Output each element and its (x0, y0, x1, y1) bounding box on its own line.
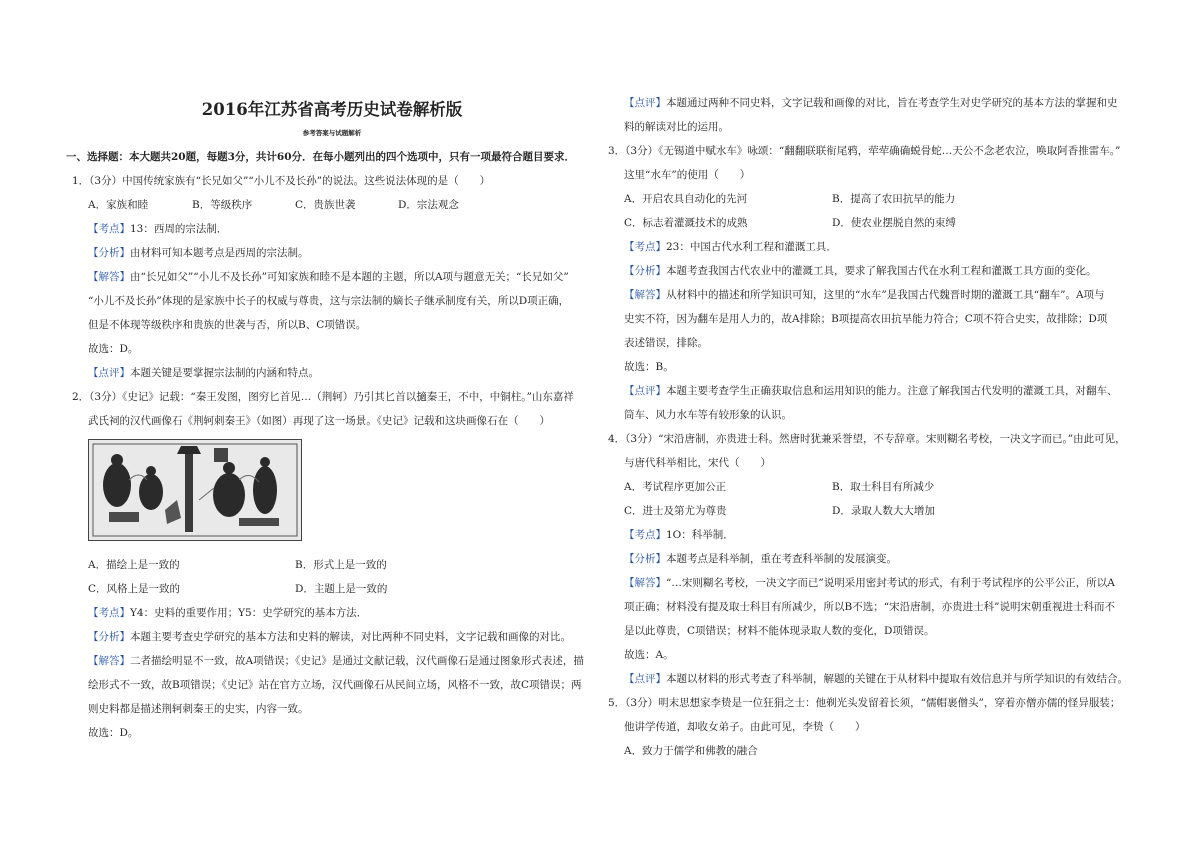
q5-stem: 5．（3分）明末思想家李贽是一位狂狷之士：他剃光头发留着长须，“儒帽裹僧头”，穿着亦僧亦儒的怪异服装； (608, 697, 1121, 709)
tag-kaodian: 【考点】 (88, 607, 130, 619)
q2-option-c: C．风格上是一致的 (88, 583, 181, 595)
q4-dianping: 【点评】本题以材料的形式考查了科举制，解题的关键在于从材料中提取有效信息并与所学知识的有效结合。 (624, 673, 1128, 685)
q1-stem: 1．（3分）中国传统家族有“长兄如父”“小儿不及长孙”的说法。这些说法体现的是（ ） (72, 175, 491, 187)
q2-dianping-line: 料的解读对比的运用。 (624, 121, 729, 133)
q3-fenxi: 【分析】本题考查我国古代农业中的灌溉工具，要求了解我国古代在水利工程和灌溉工具方面的变化。 (624, 265, 1097, 277)
q3-jieda-line: 史实不符，因为翻车是用人力的，故A排除；B项提高农田抗旱能力符合；C项不符合史实，故排除；D项 (624, 313, 1108, 325)
q4-stem-line: 与唐代科举相比，宋代（ ） (624, 457, 771, 469)
tag-jieda: 【解答】 (624, 577, 666, 589)
q3-dianping-line: 筒车、风力水车等有较形象的认识。 (624, 409, 792, 421)
page-title: 2016年江苏省高考历史试卷解析版 (201, 100, 463, 119)
q4-kaodian: 【考点】1O：科举制． (624, 529, 734, 541)
tag-kaodian: 【考点】 (624, 241, 666, 253)
q3-option-c: C．标志着灌溉技术的成熟 (624, 217, 748, 229)
q2-option-a: A．描绘上是一致的 (88, 559, 180, 571)
q1-fenxi: 【分析】由材料可知本题考点是西周的宗法制。 (88, 247, 309, 259)
q3-jieda: 【解答】从材料中的描述和所学知识可知，这里的“水车”是我国古代魏晋时期的灌溉工具“翻车”。A项与 (624, 289, 1105, 301)
q2-option-b: B．形式上是一致的 (295, 559, 387, 571)
q1-option-c: C．贵族世袭 (295, 199, 356, 211)
tag-dianping: 【点评】 (624, 385, 666, 397)
q2-stem-line: 武氏祠的汉代画像石《荆轲刺秦王》（如图）再现了这一场景。《史记》记载和这块画像石在（ ） (88, 415, 550, 427)
q2-fenxi: 【分析】本题主要考查史学研究的基本方法和史料的解读，对比两种不同史料，文字记载和画像的对比。 (88, 631, 571, 643)
q1-option-b: B．等级秩序 (192, 199, 253, 211)
tag-jieda: 【解答】 (624, 289, 666, 301)
q3-dianping: 【点评】本题主要考查学生正确获取信息和运用知识的能力。注意了解我国古代发明的灌溉工具，对翻车、 (624, 385, 1118, 397)
q1-kaodian: 【考点】13：西周的宗法制． (88, 223, 228, 235)
q2-jieda-line: 绘形式不一致，故B项错误；《史记》站在官方立场，汉代画像石从民间立场，风格不一致，故C项错误；两 (88, 679, 582, 691)
q3-jieda-line: 表述错误，排除。 (624, 337, 708, 349)
q3-option-d: D．使农业摆脱自然的束缚 (832, 217, 956, 229)
q2-jieda: 【解答】二者描绘明显不一致，故A项错误；《史记》是通过文献记载，汉代画像石是通过图象形式表述，描 (88, 655, 584, 667)
q1-answer: 故选：D。 (88, 343, 139, 355)
tag-jieda: 【解答】 (88, 655, 130, 667)
q4-stem: 4．（3分）“宋沿唐制，亦贵进士科。然唐时犹兼采誉望，不专辞章。宋则糊名考校，一决文字而已。”由此可见， (608, 433, 1126, 445)
q4-option-a: A．考试程序更加公正 (624, 481, 727, 493)
tag-fenxi: 【分析】 (624, 265, 666, 277)
tag-fenxi: 【分析】 (624, 553, 666, 565)
q4-option-d: D．录取人数大大增加 (832, 505, 935, 517)
q4-answer: 故选：A。 (624, 649, 674, 661)
q5-stem-line: 他讲学传道，却收女弟子。由此可见，李贽（ ） (624, 721, 866, 733)
q4-jieda-line: 项正确；材料没有提及取士科目有所减少，所以B不选；“宋沿唐制，亦贵进士科”说明宋朝重视进士科而不 (624, 601, 1115, 613)
q1-jieda-line: “小儿不及长孙”体现的是家族中长子的权威与尊贵，这与宗法制的嫡长子继承制度有关，所以D项正确， (88, 295, 570, 307)
q1-dianping: 【点评】本题关键是要掌握宗法制的内涵和特点。 (88, 367, 319, 379)
q2-jieda-line: 则史料都是描述荆轲刺秦王的史实，内容一致。 (88, 703, 309, 715)
q2-answer: 故选：D。 (88, 727, 139, 739)
q1-jieda-line: 但是不体现等级秩序和贵族的世袭与否，所以B、C项错误。 (88, 319, 367, 331)
page-subtitle: 参考答案与试题解析 (302, 129, 362, 137)
q4-jieda: 【解答】“…宋则糊名考校，一决文字而已”说明采用密封考试的形式，有利于考试程序的公平公正，所以A (624, 577, 1115, 589)
tag-dianping: 【点评】 (624, 97, 666, 109)
tag-fenxi: 【分析】 (88, 247, 130, 259)
tag-kaodian: 【考点】 (624, 529, 666, 541)
q3-option-a: A．开启农具自动化的先河 (624, 193, 748, 205)
relief-illustration (89, 440, 301, 540)
q1-option-d: D．宗法观念 (398, 199, 459, 211)
q2-dianping: 【点评】本题通过两种不同史料，文字记载和画像的对比，旨在考查学生对史学研究的基本方法的掌握和史 (624, 97, 1118, 109)
q5-option-a: A．致力于儒学和佛教的融合 (624, 745, 758, 757)
tag-dianping: 【点评】 (88, 367, 130, 379)
q2-stem: 2．（3分）《史记》记载：“秦王发图，图穷匕首见…（荆轲）乃引其匕首以擿秦王，不中，中铜柱。”山东嘉祥 (72, 391, 574, 403)
stone-relief-figure (88, 439, 302, 541)
q1-option-a: A．家族和睦 (88, 199, 149, 211)
tag-fenxi: 【分析】 (88, 631, 130, 643)
section-heading: 一、选择题：本大题共20题，每题3分，共计60分．在每小题列出的四个选项中，只有一项最符合题目要求． (66, 151, 576, 163)
q3-kaodian: 【考点】23：中国古代水利工程和灌溉工具． (624, 241, 837, 253)
q2-option-d: D．主题上是一致的 (295, 583, 388, 595)
q4-option-c: C．进士及第尤为尊贵 (624, 505, 727, 517)
q4-option-b: B．取士科目有所减少 (832, 481, 935, 493)
q3-answer: 故选：B。 (624, 361, 674, 373)
tag-dianping: 【点评】 (624, 673, 666, 685)
q3-stem: 3．（3分）《无锡道中赋水车》咏颂：“翻翻联联衔尾鸦，荦荦确确蜕骨蛇…天公不念老农泣，唤取阿香推雷车。” (608, 145, 1121, 157)
q2-kaodian: 【考点】Y4：史料的重要作用；Y5：史学研究的基本方法． (88, 607, 368, 619)
tag-kaodian: 【考点】 (88, 223, 130, 235)
q1-jieda: 【解答】由“长兄如父”“小儿不及长孙”可知家族和睦不是本题的主题，所以A项与题意无关；“长兄如父” (88, 271, 569, 283)
q3-option-b: B．提高了农田抗旱的能力 (832, 193, 956, 205)
tag-jieda: 【解答】 (88, 271, 130, 283)
q4-fenxi: 【分析】本题考点是科举制，重在考查科举制的发展演变。 (624, 553, 897, 565)
q4-jieda-line: 是以此尊贵，C项错误；材料不能体现录取人数的变化，D项错误。 (624, 625, 935, 637)
q3-stem-line: 这里“水车”的使用（ ） (624, 169, 751, 181)
